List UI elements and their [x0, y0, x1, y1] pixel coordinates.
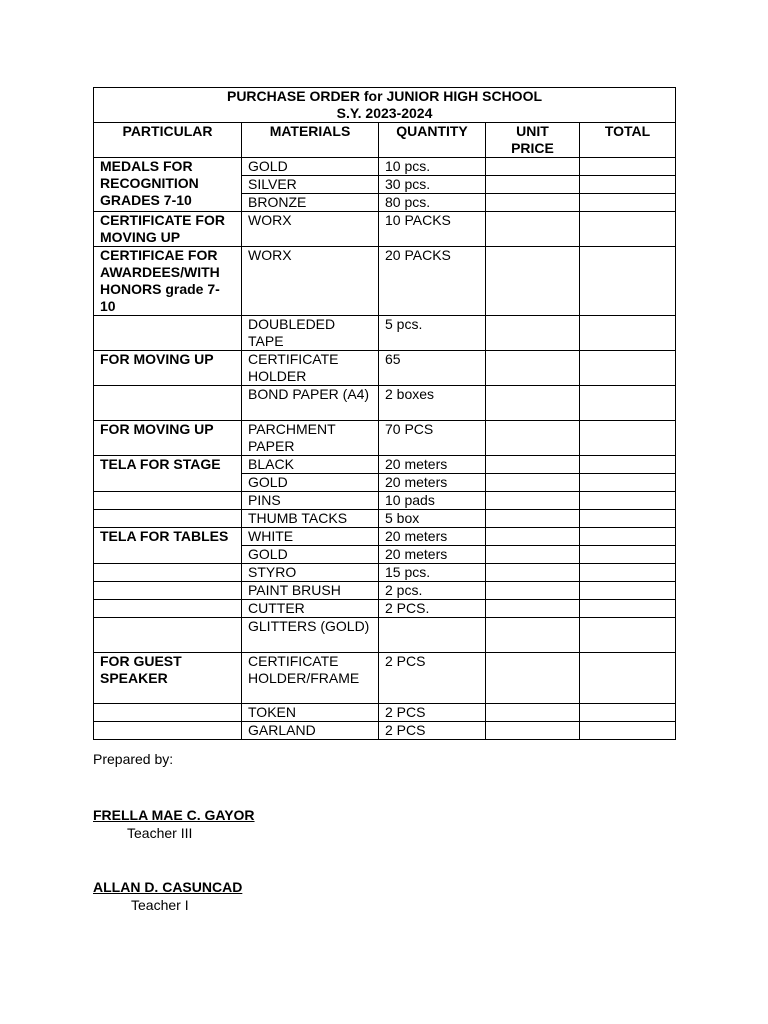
particular-cell — [94, 510, 242, 528]
material-cell: BOND PAPER (A4) — [242, 386, 379, 421]
unit-price-cell — [486, 528, 580, 546]
table-row — [94, 158, 676, 176]
total-cell — [580, 176, 676, 194]
total-cell — [580, 618, 676, 653]
unit-price-cell — [486, 474, 580, 492]
material-cell: THUMB TACKS — [242, 510, 379, 528]
table-row — [94, 582, 676, 600]
particular-cell — [94, 704, 242, 722]
material-cell: GLITTERS (GOLD) — [242, 618, 379, 653]
quantity-cell: 2 PCS — [379, 653, 486, 704]
col-header-materials: MATERIALS — [242, 123, 379, 158]
total-cell — [580, 316, 676, 351]
quantity-cell: 20 meters — [379, 528, 486, 546]
quantity-cell — [379, 618, 486, 653]
col-header-particular: PARTICULAR — [94, 123, 242, 158]
material-cell: WORX — [242, 247, 379, 316]
table-row — [94, 653, 676, 704]
unit-price-cell — [486, 564, 580, 582]
signatory-name: ALLAN D. CASUNCAD — [93, 879, 243, 895]
unit-price-cell — [486, 194, 580, 212]
quantity-cell: 20 meters — [379, 456, 486, 474]
total-cell — [580, 722, 676, 740]
material-cell: GARLAND — [242, 722, 379, 740]
material-cell: WORX — [242, 212, 379, 247]
material-cell: PAINT BRUSH — [242, 582, 379, 600]
title-line-2: S.Y. 2023-2024 — [336, 105, 433, 121]
unit-price-cell — [486, 386, 580, 421]
unit-price-cell — [486, 492, 580, 510]
quantity-cell: 5 box — [379, 510, 486, 528]
particular-cell — [94, 600, 242, 618]
quantity-cell: 2 PCS — [379, 722, 486, 740]
total-cell — [580, 456, 676, 474]
title-row — [94, 88, 676, 123]
signatory-name: FRELLA MAE C. GAYOR — [93, 807, 255, 823]
particular-cell — [94, 618, 242, 653]
total-cell — [580, 564, 676, 582]
material-cell: DOUBLEDED TAPE — [242, 316, 379, 351]
material-cell: BRONZE — [242, 194, 379, 212]
quantity-cell: 2 PCS. — [379, 600, 486, 618]
quantity-cell: 20 meters — [379, 474, 486, 492]
unit-price-cell — [486, 722, 580, 740]
total-cell — [580, 386, 676, 421]
total-cell — [580, 421, 676, 456]
particular-cell: MEDALS FOR RECOGNITION GRADES 7-10 — [94, 158, 242, 212]
table-row — [94, 247, 676, 316]
total-cell — [580, 510, 676, 528]
quantity-cell: 2 pcs. — [379, 582, 486, 600]
quantity-cell: 2 boxes — [379, 386, 486, 421]
table-row — [94, 316, 676, 351]
particular-cell: CERTIFICAE FOR AWARDEES/WITH HONORS grade 7-10 — [94, 247, 242, 316]
particular-cell — [94, 564, 242, 582]
material-cell: SILVER — [242, 176, 379, 194]
total-cell — [580, 474, 676, 492]
total-cell — [580, 158, 676, 176]
unit-price-cell — [486, 510, 580, 528]
table-row — [94, 351, 676, 386]
material-cell: CERTIFICATE HOLDER/FRAME — [242, 653, 379, 704]
table-row — [94, 456, 676, 474]
total-cell — [580, 351, 676, 386]
unit-price-cell — [486, 618, 580, 653]
total-cell — [580, 528, 676, 546]
col-header-total: TOTAL — [580, 123, 676, 158]
table-row — [94, 386, 676, 421]
particular-cell: FOR MOVING UP — [94, 351, 242, 386]
unit-price-cell — [486, 247, 580, 316]
material-cell: CERTIFICATE HOLDER — [242, 351, 379, 386]
particular-cell: FOR MOVING UP — [94, 421, 242, 456]
total-cell — [580, 247, 676, 316]
quantity-cell: 80 pcs. — [379, 194, 486, 212]
total-cell — [580, 212, 676, 247]
unit-price-cell — [486, 212, 580, 247]
quantity-cell: 10 PACKS — [379, 212, 486, 247]
quantity-cell: 20 meters — [379, 546, 486, 564]
quantity-cell: 30 pcs. — [379, 176, 486, 194]
total-cell — [580, 194, 676, 212]
quantity-cell: 10 pads — [379, 492, 486, 510]
title-line-1: PURCHASE ORDER for JUNIOR HIGH SCHOOL — [226, 88, 543, 104]
unit-price-cell — [486, 653, 580, 704]
unit-price-cell — [486, 456, 580, 474]
particular-cell: FOR GUEST SPEAKER — [94, 653, 242, 704]
table-title — [94, 88, 676, 123]
purchase-order-table — [93, 87, 676, 740]
column-header-row — [94, 123, 676, 158]
material-cell: GOLD — [242, 474, 379, 492]
table-row — [94, 722, 676, 740]
particular-cell — [94, 316, 242, 351]
signatory-position: Teacher III — [127, 825, 193, 841]
material-cell: PARCHMENT PAPER — [242, 421, 379, 456]
total-cell — [580, 492, 676, 510]
unit-price-cell — [486, 421, 580, 456]
unit-price-cell — [486, 546, 580, 564]
unit-price-cell — [486, 316, 580, 351]
signatory-position: Teacher I — [131, 897, 189, 913]
table-row — [94, 600, 676, 618]
particular-cell — [94, 582, 242, 600]
quantity-cell: 10 pcs. — [379, 158, 486, 176]
material-cell: TOKEN — [242, 704, 379, 722]
unit-price-cell — [486, 351, 580, 386]
material-cell: BLACK — [242, 456, 379, 474]
quantity-cell: 65 — [379, 351, 486, 386]
table-row — [94, 212, 676, 247]
particular-cell: TELA FOR STAGE — [94, 456, 242, 492]
total-cell — [580, 582, 676, 600]
quantity-cell: 15 pcs. — [379, 564, 486, 582]
particular-cell: CERTIFICATE FOR MOVING UP — [94, 212, 242, 247]
unit-price-cell — [486, 582, 580, 600]
material-cell: PINS — [242, 492, 379, 510]
unit-price-cell — [486, 176, 580, 194]
col-header-quantity: QUANTITY — [379, 123, 486, 158]
total-cell — [580, 546, 676, 564]
quantity-cell: 2 PCS — [379, 704, 486, 722]
material-cell: STYRO — [242, 564, 379, 582]
particular-cell — [94, 386, 242, 421]
table-row — [94, 510, 676, 528]
particular-cell: TELA FOR TABLES — [94, 528, 242, 564]
table-row — [94, 492, 676, 510]
total-cell — [580, 704, 676, 722]
material-cell: WHITE — [242, 528, 379, 546]
unit-price-cell — [486, 158, 580, 176]
unit-price-cell — [486, 600, 580, 618]
table-body — [94, 158, 676, 740]
table-row — [94, 564, 676, 582]
table-row — [94, 421, 676, 456]
quantity-cell: 70 PCS — [379, 421, 486, 456]
col-header-unit-price: UNIT PRICE — [486, 123, 580, 158]
total-cell — [580, 653, 676, 704]
unit-price-cell — [486, 704, 580, 722]
table-row — [94, 528, 676, 546]
particular-cell — [94, 722, 242, 740]
quantity-cell: 20 PACKS — [379, 247, 486, 316]
particular-cell — [94, 492, 242, 510]
total-cell — [580, 600, 676, 618]
table-row — [94, 704, 676, 722]
table-row — [94, 618, 676, 653]
quantity-cell: 5 pcs. — [379, 316, 486, 351]
material-cell: GOLD — [242, 158, 379, 176]
material-cell: GOLD — [242, 546, 379, 564]
material-cell: CUTTER — [242, 600, 379, 618]
prepared-by-label: Prepared by: — [93, 751, 174, 767]
